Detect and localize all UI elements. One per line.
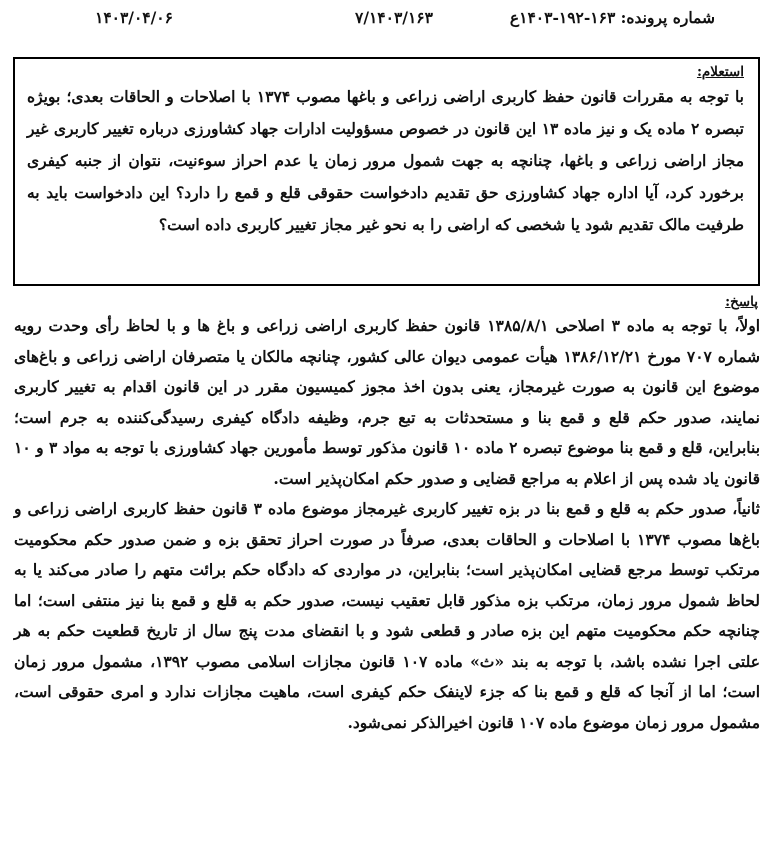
inquiry-label: استعلام: — [696, 64, 744, 80]
answer-label: پاسخ: — [725, 294, 758, 310]
reference-number: ۷/۱۴۰۳/۱۶۳ — [355, 8, 433, 27]
inquiry-box — [13, 57, 760, 286]
inquiry-text: با توجه به مقررات قانون حفظ کاربری اراضی زراعی و باغها مصوب ۱۳۷۴ با اصلاحات و الحاقات بعدی؛ بویژه تبصره ۲ ماده یک و نیز ماده ۱۳ این قانون در خصوص مسؤولیت ادارات جهاد کشاورزی درباره تغییر کاربری غیر مجاز اراضی زراعی و باغها، چنانچه به جهت شمول مرور زمان یا عدم احراز سوءنیت، نتوان از جنبه کیفری برخورد کرد، آیا اداره جهاد کشاورزی حق تقدیم دادخواست حقوقی قلع و قمع را دارد؟ این دادخواست باید به طرفیت مالک تقدیم شود یا شخصی که اراضی را به نحو غیر مجاز تغییر کاربری داده است؟ — [27, 87, 744, 234]
document-header — [95, 8, 715, 32]
answer-paragraph-2: ثانیاً، صدور حکم به قلع و قمع بنا در بزه تغییر کاربری غیرمجاز موضوع ماده ۳ قانون حفظ کاربری اراضی زراعی و باغ‌ها مصوب ۱۳۷۴ با اصلاحات و الحاقات بعدی، صرفاً در صورت احراز تحقق بزه و ضمن صدور حکم محکومیت مرتکب توسط مرجع قضایی امکان‌پذیر است؛ بنابراین، در مواردی که دادگاه حکم برائت متهم را صادر می‌کند یا به لحاظ شمول مرور زمان، مرتکب بزه مذکور قابل تعقیب نیست، صدور حکم به قلع و قمع بنا نیز منتفی است؛ اما چنانچه حکم محکومیت متهم این بزه صادر و قطعی شود و با انقضای مدت پنج سال از تاریخ قطعیت حکم به هر علتی اجرا نشده باشد، با توجه به بند «ث» ماده ۱۰۷ قانون مجازات اسلامی مصوب ۱۳۹۲، مشمول مرور زمان است؛ اما از آنجا که قلع و قمع بنا که جزء لاینفک حکم کیفری است، ماهیت مجازات ندارد و امری حقوقی است، مشمول مرور زمان موضوع ماده ۱۰۷ قانون اخیرالذکر نمی‌شود. — [14, 499, 760, 732]
answer-paragraph-1: اولاً، با توجه به ماده ۳ اصلاحی ۱۳۸۵/۸/۱ قانون حفظ کاربری اراضی زراعی و باغ ها و با لحاظ رأی وحدت رویه شماره ۷۰۷ مورخ ۱۳۸۶/۱۲/۲۱ هیأت عمومی دیوان عالی کشور، چنانچه مالکان یا متصرفان اراضی زراعی و باغ‌های موضوع این قانون به صورت غیرمجاز، یعنی بدون اخذ مجوز کمیسیون مقرر در این قانون اقدام به تغییر کاربری نمایند، صدور حکم قلع و قمع بنا و مستحدثات به تبع جرم، وظیفه دادگاه کیفری رسیدگی‌کننده به جرم است؛ بنابراین، قلع و قمع بنا موضوع تبصره ۲ ماده ۱۰ قانون مذکور توسط مأمورین جهاد کشاورزی با توجه به مواد ۳ و ۱۰ قانون یاد شده پس از اعلام به مراجع قضایی و صدور حکم امکان‌پذیر است. — [14, 316, 761, 488]
case-number: شماره پرونده: ۱۶۳-۱۹۲-۱۴۰۳ع — [509, 8, 715, 27]
document-date: ۱۴۰۳/۰۴/۰۶ — [95, 8, 173, 27]
answer-section — [14, 293, 760, 738]
